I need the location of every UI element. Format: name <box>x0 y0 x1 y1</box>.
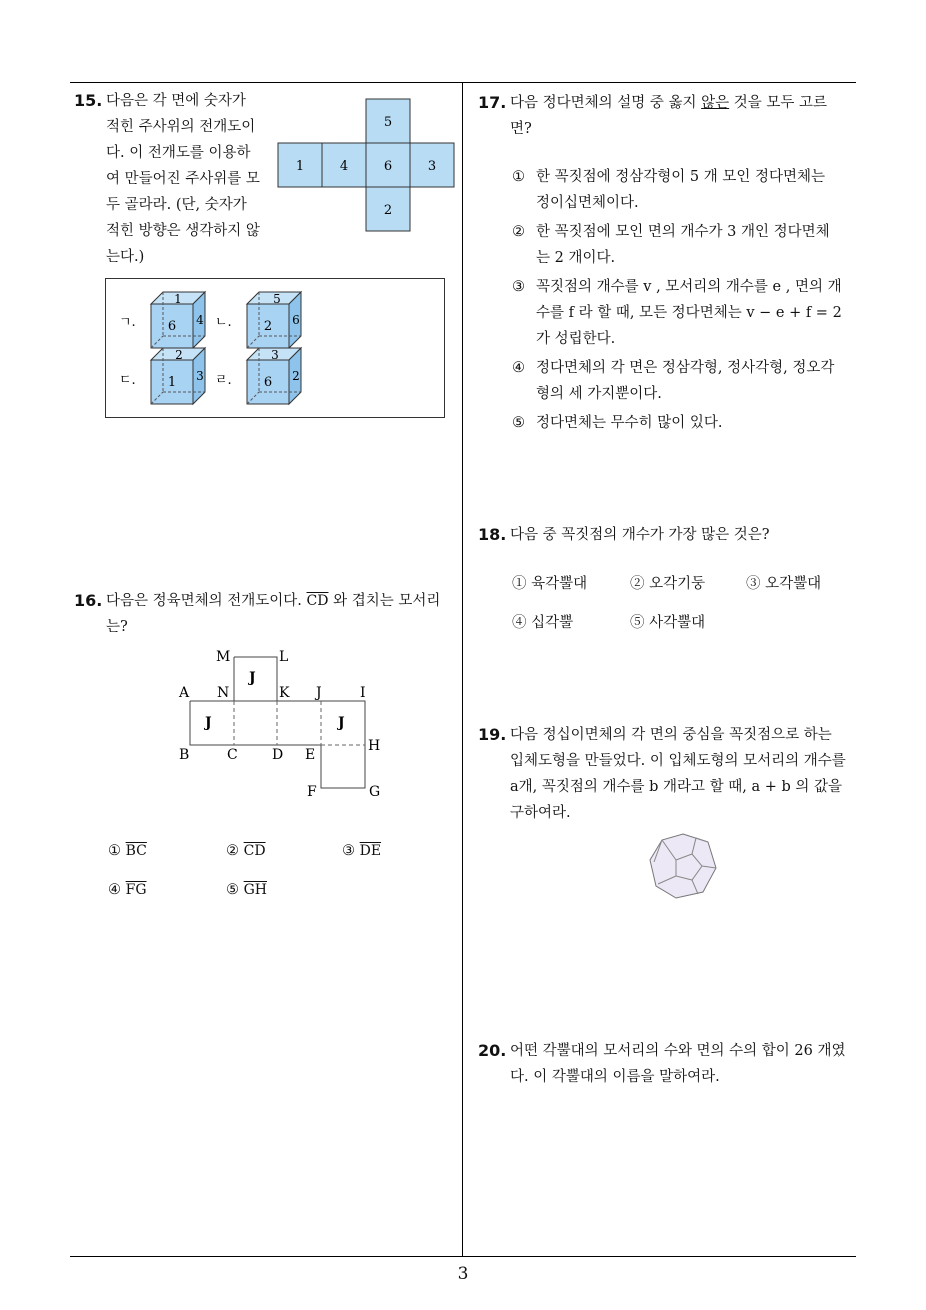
text-line <box>106 588 440 614</box>
option-5[interactable] <box>226 877 267 903</box>
text-line: 구하여라. <box>510 805 571 821</box>
text-line: 다음 중 꼭짓점의 개수가 가장 많은 것은? <box>510 527 770 543</box>
dice-label: ㄹ. <box>215 373 232 388</box>
face-label: J <box>338 715 345 731</box>
die-front-number: 2 <box>263 319 273 334</box>
text-line: 적힌 주사위의 전개도이 <box>106 119 256 135</box>
text-line: 면? <box>510 121 532 137</box>
option-1[interactable] <box>108 838 147 864</box>
option-3[interactable] <box>342 838 381 864</box>
text-line: 여 만들어진 주사위를 모 <box>106 171 260 187</box>
option-text: 육각뿔대 <box>531 576 588 592</box>
point-label: C <box>227 747 238 763</box>
column-divider <box>462 82 463 1257</box>
option-text: 정다면체는 무수히 많이 있다. <box>536 415 723 431</box>
point-label: E <box>305 747 316 763</box>
point-label: M <box>216 649 231 665</box>
question-number: 20. <box>478 1041 507 1060</box>
point-label: K <box>279 685 290 701</box>
option-text: $\overline{BC}$ <box>125 843 147 859</box>
die-side-number: 3 <box>196 369 204 383</box>
point-label: G <box>369 784 381 800</box>
die-front-number: 6 <box>263 375 273 390</box>
point-label: I <box>360 685 366 701</box>
text-part: 와 겹치는 모서리 <box>333 593 441 609</box>
option-2[interactable] <box>226 838 266 864</box>
option-text: $\overline{FG}$ <box>125 882 147 898</box>
text-line: 적힌 방향은 생각하지 않 <box>106 223 260 239</box>
option-text: 오각뿔대 <box>765 576 822 592</box>
text-line: 다. 이 전개도를 이용하 <box>106 145 251 161</box>
net-number: 5 <box>383 115 393 130</box>
page-number: 3 <box>457 1264 469 1284</box>
option-mark: ① <box>108 843 121 859</box>
point-label: N <box>217 685 230 701</box>
option-1[interactable] <box>512 571 587 597</box>
point-label: B <box>179 747 190 763</box>
option-5[interactable] <box>630 610 705 636</box>
die-front-number: 1 <box>167 375 177 390</box>
option-mark: ④ <box>512 360 525 376</box>
text-line: a개, 꼭짓점의 개수를 b 개라고 할 때, a + b 의 값을 <box>510 779 843 795</box>
option-mark: ④ <box>512 615 527 631</box>
question-number: 18. <box>478 525 507 544</box>
option-mark: ⑤ <box>226 882 239 898</box>
dodecahedron-figure <box>648 832 718 900</box>
option-mark: ② <box>630 576 645 592</box>
die-top-number: 3 <box>271 348 279 362</box>
text-line <box>510 90 827 116</box>
option-text: 정다면체의 각 면은 정삼각형, 정사각형, 정오각 <box>536 360 835 376</box>
bottom-rule <box>70 1256 856 1257</box>
dice-label: ㄴ. <box>215 315 232 330</box>
dice-label: ㄷ. <box>119 373 136 388</box>
option-text: 정이십면체이다. <box>536 195 639 211</box>
option-text: 오각기둥 <box>649 576 706 592</box>
dice-label: ㄱ. <box>119 315 136 330</box>
option-text: 는 2 개이다. <box>536 250 616 266</box>
point-label: F <box>307 784 317 800</box>
text-line: 는? <box>106 619 128 635</box>
option-text: 한 꼭짓점에 정삼각형이 5 개 모인 정다면체는 <box>536 169 826 185</box>
text-line: 어떤 각뿔대의 모서리의 수와 면의 수의 합이 26 개였 <box>510 1043 846 1059</box>
point-label: A <box>179 685 190 701</box>
die-side-number: 4 <box>196 313 204 327</box>
die-top-number: 1 <box>174 292 182 306</box>
option-text: 수를 f 라 할 때, 모든 정다면체는 v − e + f = 2 <box>536 305 842 321</box>
die-side-number: 6 <box>292 313 300 327</box>
option-mark: ③ <box>746 576 761 592</box>
text-part: 다음은 정육면체의 전개도이다. <box>106 593 302 609</box>
option-mark: ③ <box>512 279 525 295</box>
die-net-figure <box>276 98 458 234</box>
point-label: H <box>368 738 381 754</box>
option-mark: ④ <box>108 882 121 898</box>
face-label: J <box>205 715 212 731</box>
net-number: 3 <box>427 159 437 174</box>
text-line: 입체도형을 만들었다. 이 입체도형의 모서리의 개수를 <box>510 753 846 769</box>
text-line: 는다.) <box>106 249 145 265</box>
die-front-number: 6 <box>167 319 177 334</box>
net-number: 6 <box>383 159 393 174</box>
option-text: $\overline{GH}$ <box>243 882 268 898</box>
segment-label: $\overline{CD}$ <box>306 593 329 609</box>
net-number: 1 <box>295 159 305 174</box>
text-line: 다. 이 각뿔대의 이름을 말하여라. <box>510 1069 720 1085</box>
option-mark: ③ <box>342 843 355 859</box>
option-4[interactable] <box>108 877 147 903</box>
top-rule <box>70 82 856 83</box>
option-mark: ① <box>512 576 527 592</box>
question-number: 15. <box>74 91 103 110</box>
option-mark: ② <box>226 843 239 859</box>
option-text: 십각뿔 <box>531 615 574 631</box>
net-number: 2 <box>383 203 393 218</box>
option-3[interactable] <box>746 571 821 597</box>
cube-net-figure <box>170 645 400 805</box>
option-text: 한 꼭짓점에 모인 면의 개수가 3 개인 정다면체 <box>536 224 830 240</box>
text-line: 다음은 각 면에 숫자가 <box>106 93 246 109</box>
option-text: 사각뿔대 <box>649 615 706 631</box>
question-number: 16. <box>74 591 103 610</box>
text-part: 것을 모두 고르 <box>733 95 828 111</box>
die-top-number: 2 <box>175 348 183 362</box>
option-mark: ⑤ <box>512 415 525 431</box>
option-text: 꼭짓점의 개수를 v , 모서리의 개수를 e , 면의 개 <box>536 279 842 295</box>
option-text: 가 성립한다. <box>536 331 616 347</box>
option-text: 형의 세 가지뿐이다. <box>536 386 662 402</box>
text-line: 다음 정십이면체의 각 면의 중심을 꼭짓점으로 하는 <box>510 727 832 743</box>
die-side-number: 2 <box>292 369 300 383</box>
option-text: $\overline{CD}$ <box>243 843 266 859</box>
text-part: 다음 정다면체의 설명 중 옳지 <box>510 95 697 111</box>
point-label: D <box>272 747 284 763</box>
question-number: 19. <box>478 725 507 744</box>
die-top-number: 5 <box>273 292 281 306</box>
dice-choices <box>105 278 445 418</box>
option-mark: ① <box>512 169 525 185</box>
underlined-word: 않은 <box>701 95 730 111</box>
option-text: $\overline{DE}$ <box>359 843 382 859</box>
net-number: 4 <box>339 159 349 174</box>
text-line: 두 골라라. (단, 숫자가 <box>106 197 247 213</box>
option-4[interactable] <box>512 610 573 636</box>
point-label: L <box>279 649 289 665</box>
face-label: J <box>249 670 256 686</box>
option-mark: ⑤ <box>630 615 645 631</box>
option-mark: ② <box>512 224 525 240</box>
question-number: 17. <box>478 93 507 112</box>
point-label: J <box>316 685 322 701</box>
option-2[interactable] <box>630 571 705 597</box>
